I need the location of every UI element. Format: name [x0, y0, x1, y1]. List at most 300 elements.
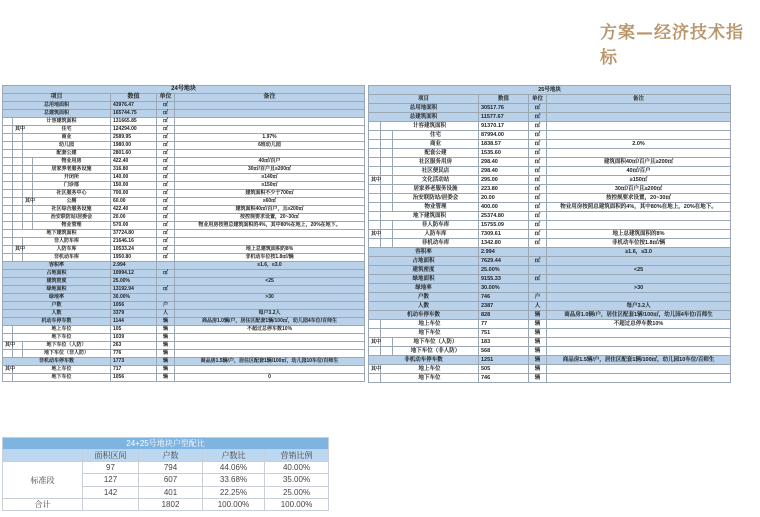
row-value: 77	[479, 320, 529, 329]
table-row	[369, 248, 731, 257]
table-row	[3, 262, 365, 270]
row-value: 568	[479, 347, 529, 356]
unit-mix-units: 401	[139, 486, 203, 498]
row-note	[175, 286, 365, 294]
row-unit: ㎡	[529, 122, 547, 131]
row-item-label: 居家养老服务设施	[33, 166, 111, 174]
row-unit: ㎡	[157, 238, 175, 246]
row-item-label: 占地面积	[369, 257, 479, 266]
indent-cell	[13, 350, 23, 358]
table-row	[369, 194, 731, 203]
indent-cell	[13, 206, 23, 214]
row-note: 建筑面积40㎡/百户且≥200㎡	[547, 158, 731, 167]
indent-cell	[13, 174, 23, 182]
row-unit: 人	[157, 310, 175, 318]
table-row	[3, 374, 365, 382]
row-item-label: 机动车停车数	[3, 318, 111, 326]
indent-cell	[3, 118, 13, 126]
indent-cell	[369, 320, 381, 329]
row-unit: ㎡	[529, 176, 547, 185]
row-note	[547, 374, 731, 383]
table-row	[3, 222, 365, 230]
unit-mix-table	[2, 437, 329, 511]
row-value: 10533.24	[111, 246, 157, 254]
row-item-label: 机动车停车数	[369, 311, 479, 320]
row-unit: 人	[529, 302, 547, 311]
row-note	[175, 238, 365, 246]
row-item-label: 社区服务中心	[33, 190, 111, 198]
row-item-label: 地下车位	[381, 374, 479, 383]
row-value: 91370.17	[479, 122, 529, 131]
row-note: 2.0%	[547, 140, 731, 149]
row-note	[175, 102, 365, 110]
indent-cell	[13, 190, 23, 198]
table-row	[369, 365, 731, 374]
row-value: 1950.80	[111, 254, 157, 262]
indent-cell	[369, 167, 381, 176]
indent-cell	[369, 194, 381, 203]
row-note	[547, 221, 731, 230]
indent-cell	[13, 134, 23, 142]
row-item-label: 建筑密度	[3, 278, 111, 286]
row-note: 每户3.2人	[175, 310, 365, 318]
block24-table	[2, 85, 365, 382]
indent-cell	[13, 254, 23, 262]
table-row	[3, 310, 365, 318]
row-item-label: 非机动车停车数	[369, 356, 479, 365]
row-note	[175, 302, 365, 310]
row-unit: ㎡	[529, 140, 547, 149]
table-row	[3, 246, 365, 254]
row-value: 2387	[479, 302, 529, 311]
table-row	[3, 142, 365, 150]
block25-header-note: 备注	[547, 95, 731, 104]
row-value: 183	[479, 338, 529, 347]
unit-mix-header-blank	[3, 450, 83, 462]
indent-cell	[369, 203, 381, 212]
row-unit: ㎡	[157, 110, 175, 118]
row-value: 422.40	[111, 158, 157, 166]
row-value: 1535.60	[479, 149, 529, 158]
indent-cell	[3, 158, 13, 166]
row-note: ≥150㎡	[175, 182, 365, 190]
row-unit: 户	[157, 302, 175, 310]
row-value: 700.00	[111, 190, 157, 198]
table-row	[3, 102, 365, 110]
table-row	[3, 182, 365, 190]
row-value: 20.00	[111, 214, 157, 222]
row-note: 非机动车位按1.8㎡/辆	[547, 239, 731, 248]
row-value: 298.40	[479, 167, 529, 176]
row-item-label: 户数	[369, 293, 479, 302]
row-value: 298.40	[479, 158, 529, 167]
row-item-label: 绿地面积	[3, 286, 111, 294]
row-unit: ㎡	[529, 257, 547, 266]
row-note	[175, 230, 365, 238]
row-value: 1342.80	[479, 239, 529, 248]
block24-header-item: 项目	[3, 94, 111, 102]
row-unit: ㎡	[157, 134, 175, 142]
row-note: ≥60㎡	[175, 198, 365, 206]
row-note: 商品房1.5辆/户，居住区配套1辆/100㎡，幼儿园10车位/百师生	[547, 356, 731, 365]
unit-mix-area: 127	[83, 474, 139, 486]
indent-cell	[381, 239, 393, 248]
row-value: 7629.44	[479, 257, 529, 266]
indent-cell	[381, 149, 393, 158]
block25-header-unit: 单位	[529, 95, 547, 104]
row-note	[547, 293, 731, 302]
table-row	[3, 118, 365, 126]
indent-cell	[369, 140, 381, 149]
row-item-label: 容积率	[369, 248, 479, 257]
row-value: 2.994	[479, 248, 529, 257]
row-value: 25374.80	[479, 212, 529, 221]
row-note: ≥150㎡	[547, 176, 731, 185]
row-item-label: 住宅	[23, 126, 111, 134]
table-row	[369, 167, 731, 176]
row-unit: 辆	[157, 318, 175, 326]
row-unit: ㎡	[529, 167, 547, 176]
row-value: 1838.57	[479, 140, 529, 149]
row-item-label: 地下车位（非人防）	[393, 347, 479, 356]
indent-cell	[3, 246, 13, 254]
row-item-label: 绿地面积	[369, 275, 479, 284]
indent-cell	[3, 254, 13, 262]
table-row	[3, 462, 329, 474]
row-note: 40㎡/百户	[175, 158, 365, 166]
row-item-label: 人数	[369, 302, 479, 311]
row-unit: ㎡	[157, 158, 175, 166]
row-item-label: 总建筑面积	[3, 110, 111, 118]
table-row	[369, 122, 731, 131]
row-note: 40㎡/百户	[547, 167, 731, 176]
row-unit: 辆	[529, 356, 547, 365]
row-note: 商品房1.0辆/户，居住区配套1辆/100㎡，幼儿园4车位/百师生	[547, 311, 731, 320]
row-value: 21646.16	[111, 238, 157, 246]
row-value: 751	[479, 329, 529, 338]
row-unit	[157, 262, 175, 270]
indent-cell	[381, 221, 393, 230]
table-row	[369, 284, 731, 293]
indent-cell	[23, 206, 33, 214]
row-value: 2.994	[111, 262, 157, 270]
row-note	[175, 110, 365, 118]
indent-cell: 其中	[369, 338, 381, 347]
row-item-label: 住宅	[393, 131, 479, 140]
indent-cell	[381, 347, 393, 356]
indent-cell	[13, 150, 23, 158]
row-unit: 辆	[529, 311, 547, 320]
indent-cell	[381, 131, 393, 140]
indent-cell	[369, 185, 381, 194]
row-item-label: 地下建筑面积	[381, 212, 479, 221]
row-value: 131665.85	[111, 118, 157, 126]
row-value: 87994.00	[479, 131, 529, 140]
row-note	[547, 131, 731, 140]
row-item-label: 商业	[393, 140, 479, 149]
unit-mix-area: 97	[83, 462, 139, 474]
table-row	[369, 203, 731, 212]
row-note: 按控规要求设置，20~30㎡	[547, 194, 731, 203]
row-item-label: 非人防车库	[23, 238, 111, 246]
table-row	[3, 150, 365, 158]
indent-cell	[3, 374, 13, 382]
row-value: 1144	[111, 318, 157, 326]
row-item-label: 非机动车停车数	[3, 358, 111, 366]
table-row	[3, 278, 365, 286]
table-row	[369, 356, 731, 365]
row-value: 828	[479, 311, 529, 320]
indent-cell	[369, 221, 381, 230]
indent-cell	[3, 198, 13, 206]
row-note: 1.97%	[175, 134, 365, 142]
table-row	[369, 239, 731, 248]
table-row	[369, 338, 731, 347]
table-row	[369, 329, 731, 338]
indent-cell	[3, 206, 13, 214]
row-unit	[157, 294, 175, 302]
row-unit	[529, 248, 547, 257]
row-item-label: 物业用房	[33, 158, 111, 166]
row-unit: 辆	[529, 320, 547, 329]
row-unit: ㎡	[529, 149, 547, 158]
row-item-label: 总用地面积	[3, 102, 111, 110]
indent-cell	[3, 190, 13, 198]
indent-cell	[23, 158, 33, 166]
row-value: 570.00	[111, 222, 157, 230]
row-unit: ㎡	[157, 174, 175, 182]
row-note	[547, 212, 731, 221]
indent-cell	[23, 222, 33, 230]
table-row	[369, 104, 731, 113]
row-note	[547, 365, 731, 374]
row-value: 1056	[111, 374, 157, 382]
indent-cell	[3, 126, 13, 134]
row-note: >30	[547, 284, 731, 293]
row-item-label: 门诊部	[33, 182, 111, 190]
table-row	[3, 166, 365, 174]
indent-cell	[381, 167, 393, 176]
row-item-label: 人防车库	[23, 246, 111, 254]
row-item-label: 地上车位	[381, 320, 479, 329]
row-value: 3379	[111, 310, 157, 318]
row-note: 物业用房按照总建筑面积的4%，其中80%在地上，20%在地下。	[175, 222, 365, 230]
row-unit: ㎡	[529, 131, 547, 140]
row-note	[175, 334, 365, 342]
unit-mix-header-units: 户数	[139, 450, 203, 462]
row-unit	[529, 266, 547, 275]
row-unit: 辆	[157, 326, 175, 334]
row-item-label: 户数	[3, 302, 111, 310]
indent-cell	[381, 203, 393, 212]
row-item-label: 非机动车库	[23, 254, 111, 262]
row-value: 1773	[111, 358, 157, 366]
indent-cell	[3, 230, 13, 238]
row-note: 6班幼儿园	[175, 142, 365, 150]
row-item-label: 社区服务用房	[393, 158, 479, 167]
row-note	[175, 270, 365, 278]
row-unit: ㎡	[529, 239, 547, 248]
row-unit: ㎡	[157, 230, 175, 238]
table-row	[3, 499, 329, 511]
row-unit: ㎡	[529, 158, 547, 167]
row-item-label: 社区综合服务设施	[33, 206, 111, 214]
row-note	[547, 347, 731, 356]
row-note	[547, 329, 731, 338]
row-value: 505	[479, 365, 529, 374]
table-row	[369, 374, 731, 383]
indent-cell: 其中	[23, 198, 33, 206]
row-unit: 辆	[529, 338, 547, 347]
row-item-label: 治安联防站/居委会	[393, 194, 479, 203]
unit-mix-title: 24+25号地块户型配比	[3, 438, 329, 450]
row-note: 建筑面积40㎡/百户，且≥200㎡	[175, 206, 365, 214]
row-item-label: 地上车位	[13, 326, 111, 334]
unit-mix-header-ratio: 户数比	[203, 450, 265, 462]
row-value: 422.40	[111, 206, 157, 214]
unit-mix-marketing: 40.00%	[265, 462, 329, 474]
unit-mix-ratio: 33.68%	[203, 474, 265, 486]
row-value: 717	[111, 366, 157, 374]
table-row	[3, 134, 365, 142]
row-value: 2589.95	[111, 134, 157, 142]
table-row	[3, 214, 365, 222]
table-row	[3, 294, 365, 302]
table-row	[3, 254, 365, 262]
row-item-label: 地下车位（人防）	[23, 342, 111, 350]
indent-cell	[23, 174, 33, 182]
row-note: 地上总建筑面积的8%	[547, 230, 731, 239]
row-value: 1039	[111, 334, 157, 342]
row-unit: 辆	[157, 366, 175, 374]
row-item-label: 人防车库	[393, 230, 479, 239]
block24-title: 24号地块	[3, 86, 365, 94]
table-row	[3, 238, 365, 246]
table-row	[3, 190, 365, 198]
unit-mix-total-units: 1802	[139, 499, 203, 511]
unit-mix-group-label: 标准段	[3, 462, 83, 499]
row-item-label: 地下车位（非人防）	[23, 350, 111, 358]
indent-cell: 其中	[13, 246, 23, 254]
row-item-label: 居家养老服务设施	[393, 185, 479, 194]
table-row	[3, 230, 365, 238]
row-value: 124294.00	[111, 126, 157, 134]
row-note	[547, 104, 731, 113]
table-row	[3, 334, 365, 342]
row-note	[175, 342, 365, 350]
table-row	[369, 212, 731, 221]
row-item-label: 地上车位	[13, 366, 111, 374]
indent-cell	[3, 326, 13, 334]
row-item-label: 配套公建	[393, 149, 479, 158]
row-unit: ㎡	[157, 150, 175, 158]
block24-header-note: 备注	[175, 94, 365, 102]
row-item-label: 人数	[3, 310, 111, 318]
unit-mix-marketing: 35.00%	[265, 474, 329, 486]
row-value: 746	[479, 374, 529, 383]
row-value: 746	[479, 293, 529, 302]
row-item-label: 计容建筑面积	[381, 122, 479, 131]
row-value: 165744.75	[111, 110, 157, 118]
row-unit: ㎡	[529, 275, 547, 284]
indent-cell	[3, 134, 13, 142]
row-note: 每户3.2人	[547, 302, 731, 311]
table-row	[3, 366, 365, 374]
row-value: 13192.94	[111, 286, 157, 294]
row-note: 物业用房按照总建筑面积的4%，其中80%在地上，20%在地下。	[547, 203, 731, 212]
table-row	[3, 318, 365, 326]
table-row	[369, 176, 731, 185]
indent-cell	[369, 347, 381, 356]
row-item-label: 物业管理	[33, 222, 111, 230]
indent-cell	[3, 350, 13, 358]
row-unit: 辆	[157, 350, 175, 358]
row-item-label: 地下车位（人防）	[393, 338, 479, 347]
row-value: 263	[111, 342, 157, 350]
indent-cell	[23, 190, 33, 198]
row-value: 37724.80	[111, 230, 157, 238]
row-item-label: 绿地率	[369, 284, 479, 293]
indent-cell	[3, 182, 13, 190]
table-row	[369, 275, 731, 284]
row-value: 295.00	[479, 176, 529, 185]
row-unit: ㎡	[157, 190, 175, 198]
row-item-label: 公厕	[33, 198, 111, 206]
unit-mix-ratio: 44.06%	[203, 462, 265, 474]
table-row	[369, 257, 731, 266]
table-row	[369, 266, 731, 275]
unit-mix-units: 607	[139, 474, 203, 486]
row-value: 150.00	[111, 182, 157, 190]
unit-mix-total-area	[83, 499, 139, 511]
row-unit: ㎡	[157, 166, 175, 174]
indent-cell	[3, 150, 13, 158]
row-item-label: 非机动车库	[393, 239, 479, 248]
row-unit: ㎡	[157, 222, 175, 230]
row-value: 1251	[479, 356, 529, 365]
block25-title: 25号地块	[369, 86, 731, 95]
row-unit: ㎡	[157, 142, 175, 150]
row-item-label: 非人防车库	[393, 221, 479, 230]
row-item-label: 地下车位	[381, 329, 479, 338]
row-item-label: 开闭所	[33, 174, 111, 182]
row-unit: 辆	[157, 374, 175, 382]
row-note: >30	[175, 294, 365, 302]
row-value: 43976.47	[111, 102, 157, 110]
table-row	[369, 320, 731, 329]
row-value: 10994.12	[111, 270, 157, 278]
indent-cell	[3, 142, 13, 150]
table-row	[3, 350, 365, 358]
row-unit: 辆	[529, 365, 547, 374]
row-value: 25.00%	[479, 266, 529, 275]
table-row	[369, 302, 731, 311]
row-note	[547, 113, 731, 122]
indent-cell	[23, 214, 33, 222]
row-unit: 辆	[529, 329, 547, 338]
row-unit: ㎡	[529, 230, 547, 239]
block24-header-row	[3, 94, 365, 102]
row-unit: 辆	[157, 358, 175, 366]
indent-cell	[23, 166, 33, 174]
row-note	[547, 338, 731, 347]
indent-cell	[3, 222, 13, 230]
row-note	[175, 150, 365, 158]
table-row	[369, 113, 731, 122]
row-unit: ㎡	[157, 198, 175, 206]
row-unit: ㎡	[529, 212, 547, 221]
unit-mix-total-marketing: 100.00%	[265, 499, 329, 511]
